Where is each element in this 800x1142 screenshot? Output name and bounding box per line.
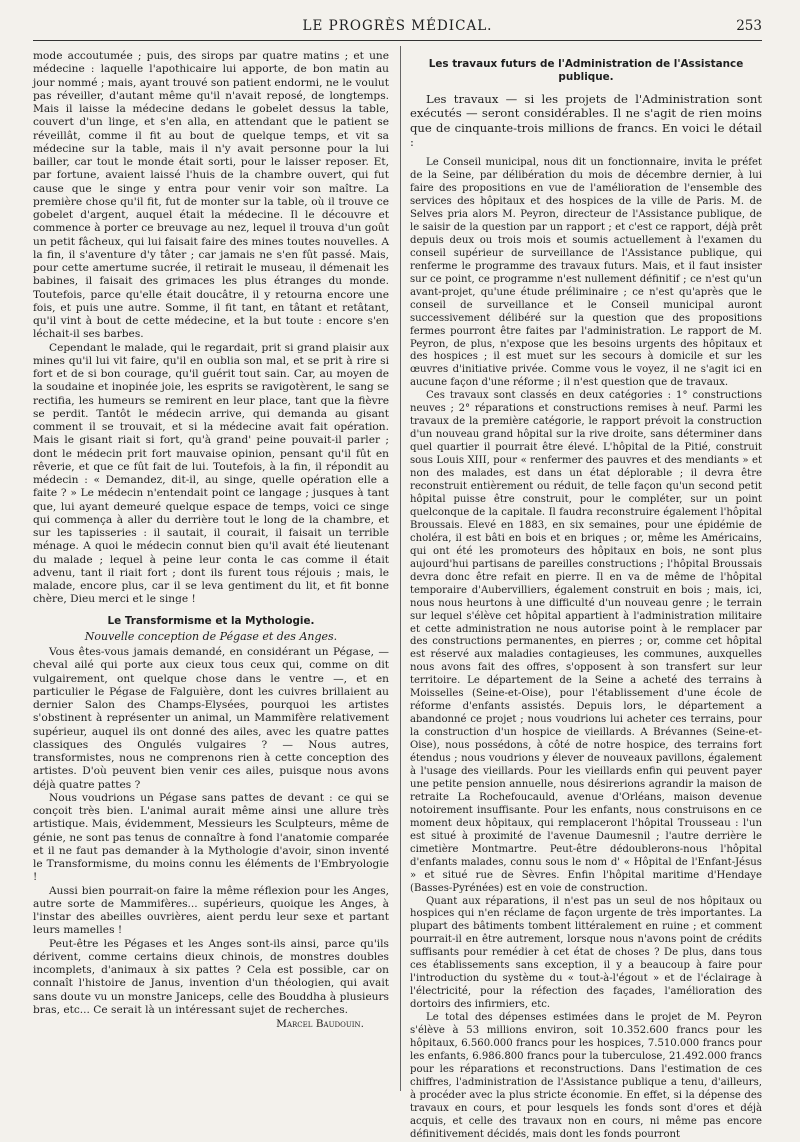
page-number: 253	[736, 18, 762, 34]
body-paragraph: Ces travaux sont classés en deux catégories : 1° constructions neuves ; 2° réparations et constructions remises à neuf. Parmi les travaux de la première catégorie, le rapport prévoit la construction d'un nouveau grand hôpital sur la rive droite, sans déterminer dans quel quartier il pourrait être élevé. L'hôpital de la Pitié, construit sous Louis XIII, pour « renfermer des pauvres et des mendiants » et non des malades, est dans un état déplorable ; il devra être reconstruit entièrement ou réduit, de telle façon qu'un second petit hôpital puisse être construit, pour le compléter, sur un point quelconque de la capitale. Il faudra reconstruire également l'hôpital Broussais. Elevé en 1883, en six semaines, pour une épidémie de choléra, il est bâti en bois et en briques ; or, même les Américains, qui ont été les promoteurs des hôpitaux en bois, ne sont plus aujourd'hui partisans de pareilles constructions ; l'hôpital Broussais devra donc être refait en pierre. Il en va de même de l'hôpital temporaire d'Aubervilliers, également construit en bois ; mais, ici, nous nous heurtons à une difficulté d'un nouveau genre ; le terrain sur lequel s'élève cet hôpital appartient à l'administration militaire et cette administration ne nous autorise point à le remplacer par des constructions permanentes, en pierres ; or, comme cet hôpital est réservé aux maladies contagieuses, les communes, auxquelles nous avons fait des offres, s'opposent à son transfert sur leur territoire. Le département de la Seine a acheté des terrains à Moisselles (Seine-et-Oise), pour l'établissement d'une école de réforme d'enfants assistés. Depuis lors, le département a abandonné ce projet ; nous voudrions lui acheter ces terrains, pour la construction d'un hospice de vieillards. A Brévannes (Seine-et-Oise), nous possédons, à côté de notre hospice, des terrains fort étendus ; nous voudrions y élever de nouveaux pavillons, également à l'usage des vieillards. Pour les vieillards enfin qui peuvent payer une petite pension annuelle, nous désirerions agrandir la maison de retraite La Rochefoucauld, avenue d'Orléans, maison devenue notoirement insuffisante. Pour les enfants, nous construisons en ce moment deux hôpitaux, qui remplaceront l'hôpital Trousseau : l'un est situé à proximité de l'avenue Daumesnil ; l'autre derrière le cimetière Montmartre. Peut-être dédoublerons-nous l'hôpital d'enfants malades, connu sous le nom d' « Hôpital de l'Enfant-Jésus » et situé rue de Sèvres. Enfin l'hôpital maritime d'Hendaye (Basses-Pyrénées) est en voie de construction.	[410, 390, 762, 894]
right-column	[410, 50, 762, 1142]
lead-paragraph: Les travaux — si les projets de l'Administration sont exécutés — seront considérables. Il ne s'agit de rien moins que de cinquante-trois millions de francs. En voici le détail :	[410, 92, 762, 149]
article-body	[410, 157, 762, 1141]
body-paragraph: mode accoutumée ; puis, des sirops par quatre matins ; et une médecine : laquelle l'apothicaire lui apporte, de bon matin au jour nommé ; mais, ayant trouvé son patient endormi, ne le voulut pas réveiller, d'autant même qu'il n'avait reposé, de longtemps. Mais il laisse la médecine dedans le gobelet dessus la table, couvert d'un linge, et s'en alla, en attendant que le patient se réveillât, comme il fit au bout de quelque temps, et vit sa médecine sur la table, mais il n'y avait personne pour la lui bailler, car tout le monde était sorti, pour le laisser reposer. Et, par fortune, avaient laissé l'huis de la chambre ouvert, qui fut cause que le singe y entra pour venir voir son maître. La première chose qu'il fit, fut de monter sur la table, où il trouve ce gobelet d'argent, auquel était la médecine. Il le découvre et commence à porter ce breuvage au nez, lequel il trouva d'un goût un petit fâcheux, qui lui faisait faire des mines toutes nouvelles. A la fin, il s'aventure d'y tâter ; car jamais ne s'en fût passé. Mais, pour cette amertume sucrée, il retirait le museau, il démenait les babines, il faisait des grimaces les plus étranges du monde. Toutefois, parce qu'elle était doucâtre, il y retourna encore une fois, et puis une autre. Somme, il fit tant, en tâtant et retâtant, qu'il vint à bout de cette médecine, et la but toute : encore s'en léchait-il ses barbes.	[33, 50, 389, 341]
body-paragraph: Peut-être les Pégases et les Anges sont-ils ainsi, parce qu'ils dérivent, comme certains dieux chinois, de monstres doubles incomplets, d'animaux à six pattes ? Cela est possible, car on connaît l'histoire de Janus, invention d'un théologien, qui avait sans doute vu un monstre Janiceps, celle des Bouddha à plusieurs bras, etc... Ce serait là un intéressant sujet de recherches.	[33, 937, 389, 1016]
body-paragraph: Le Conseil municipal, nous dit un fonctionnaire, invita le préfet de la Seine, par délibération du mois de décembre dernier, à lui faire des propositions en vue de l'amélioration de l'ensemble des services des hôpitaux et des hospices de la ville de Paris. M. de Selves pria alors M. Peyron, directeur de l'Assistance publique, de le saisir de la question par un rapport ; et c'est ce rapport, déjà prêt depuis deux ou trois mois et soumis actuellement à l'examen du conseil supérieur de surveillance de l'Assistance publique, qui renferme le programme des travaux futurs. Mais, et il faut insister sur ce point, ce programme n'est nullement définitif ; ce n'est qu'un avant-projet, qu'une étude préliminaire ; ce n'est qu'après que le conseil de surveillance et le Conseil municipal auront successivement délibéré sur la question que des propositions fermes pourront être faites par l'administration. Le rapport de M. Peyron, de plus, n'expose que les besoins urgents des hôpitaux et des hospices ; il est muet sur les secours à domicile et sur les œuvres d'initiative privée. Comme vous le voyez, il ne s'agit ici en aucune façon d'une réforme ; il n'est question que de travaux.	[410, 157, 762, 389]
body-paragraph: Quant aux réparations, il n'est pas un seul de nos hôpitaux ou hospices qui n'en réclame de façon urgente de très importantes. La plupart des bâtiments tombent littéralement en ruine ; et comment pourrait-il en être autrement, lorsque nous n'avons point de crédits suffisants pour remédier à cet état de choses ? De plus, dans tous ces établissements sans exception, il y a beaucoup à faire pour l'introduction du système du « tout-à-l'égout » et de l'éclairage à l'électricité, pour la réfection des façades, l'amélioration des dortoirs des infirmiers, etc.	[410, 895, 762, 1011]
section-title: Le Transformisme et la Mythologie.	[107, 614, 315, 627]
column-divider	[400, 46, 401, 1091]
section-title: Les travaux futurs de l'Administration de l'Assistance publique.	[428, 58, 744, 83]
lead-block	[410, 92, 762, 149]
page-header	[33, 14, 762, 41]
body-paragraph: Nous voudrions un Pégase sans pattes de devant : ce qui se conçoit très bien. L'animal aurait même ainsi une allure très artistique. Mais, évidemment, Messieurs les Sculpteurs, même de génie, ne sont pas tenus de connaître à fond l'anatomie comparée et il ne faut pas demander à la Mythologie d'avoir, sinon inventé le Transformisme, du moins connu les éléments de l'Embryologie !	[33, 791, 389, 884]
body-paragraph: Le total des dépenses estimées dans le projet de M. Peyron s'élève à 53 millions environ, soit 10.352.600 francs pour les hôpitaux, 6.560.000 francs pour les hospices, 7.510.000 francs pour les enfants, 6.986.800 francs pour la tuberculose, 21.492.000 francs pour les réparations et reconstructions. Dans l'estimation de ces chiffres, l'administration de l'Assistance publique a tenu, d'ailleurs, à procéder avec la plus stricte économie. En effet, si la dépense des travaux en cours, et pour lesquels les fonds sont d'ores et déjà acquis, et celle des travaux non en cours, ni même pas encore définitivement décidés, mais dont les fonds pourront	[410, 1012, 762, 1140]
left-column	[33, 50, 389, 1031]
journal-title: LE PROGRÈS MÉDICAL.	[302, 18, 493, 34]
section-subtitle: Nouvelle conception de Pégase et des Anges.	[84, 629, 338, 643]
body-paragraph: Aussi bien pourrait-on faire la même réflexion pour les Anges, autre sorte de Mammifères... supérieurs, quoique les Anges, à l'instar des abeilles ouvrières, aient perdu leur sexe et partant leurs mamelles !	[33, 884, 389, 937]
body-paragraph: Vous êtes-vous jamais demandé, en considérant un Pégase, — cheval ailé qui porte aux cieux tous ceux qui, comme on dit vulgairement, ont quelque chose dans le ventre —, et en particulier le Pégase de Falguière, dont les cuivres brillaient au dernier Salon des Champs-Elysées, pourquoi les artistes s'obstinent à représenter un animal, un Mammifère relativement supérieur, auquel ils ont donné des ailes, avec les quatre pattes classiques des Ongulés vulgaires ? — Nous autres, transformistes, nous ne comprenons rien à cette conception des artistes. D'où peuvent bien venir ces ailes, puisque nous avons déjà quatre pattes ?	[33, 646, 389, 791]
author-signature: Marcel Baudouin.	[276, 1018, 364, 1030]
body-paragraph: Cependant le malade, qui le regardait, prit si grand plaisir aux mines qu'il lui vit faire, qu'il en oublia son mal, et se prit à rire si fort et de si bon courage, qu'il guérit tout sain. Car, au moyen de la soudaine et inopinée joie, les esprits se ravigotèrent, le sang se rectifia, les humeurs se remirent en leur place, tant que la fièvre se perdit. Tantôt le médecin arrive, qui demanda au gisant comment il se trouvait, et si la médecine avait fait opération. Mais le gisant riait si fort, qu'à grand' peine pouvait-il parler ; dont le médecin prit fort mauvaise opinion, pensant qu'il fût en rêverie, et que ce fût fait de lui. Toutefois, à la fin, il répondit au médecin : « Demandez, dit-il, au singe, quelle opération elle a faite ? » Le médecin n'entendait point ce langage ; jusques à tant que, lui ayant demeuré quelque espace de temps, voici ce singe qui commença à aller du derrière tout le long de la chambre, et sur les tapisseries : il sautait, il courait, il faisait un terrible ménage. A quoi le médecin connut bien qu'il avait été lieutenant du malade ; lequel à peine leur conta le cas comme il était advenu, tant il riait fort ; dont ils furent tous réjouis ; mais, le malade, encore plus, car il se leva gentiment du lit, et fit bonne chère, Dieu merci et le singe !	[33, 341, 389, 606]
